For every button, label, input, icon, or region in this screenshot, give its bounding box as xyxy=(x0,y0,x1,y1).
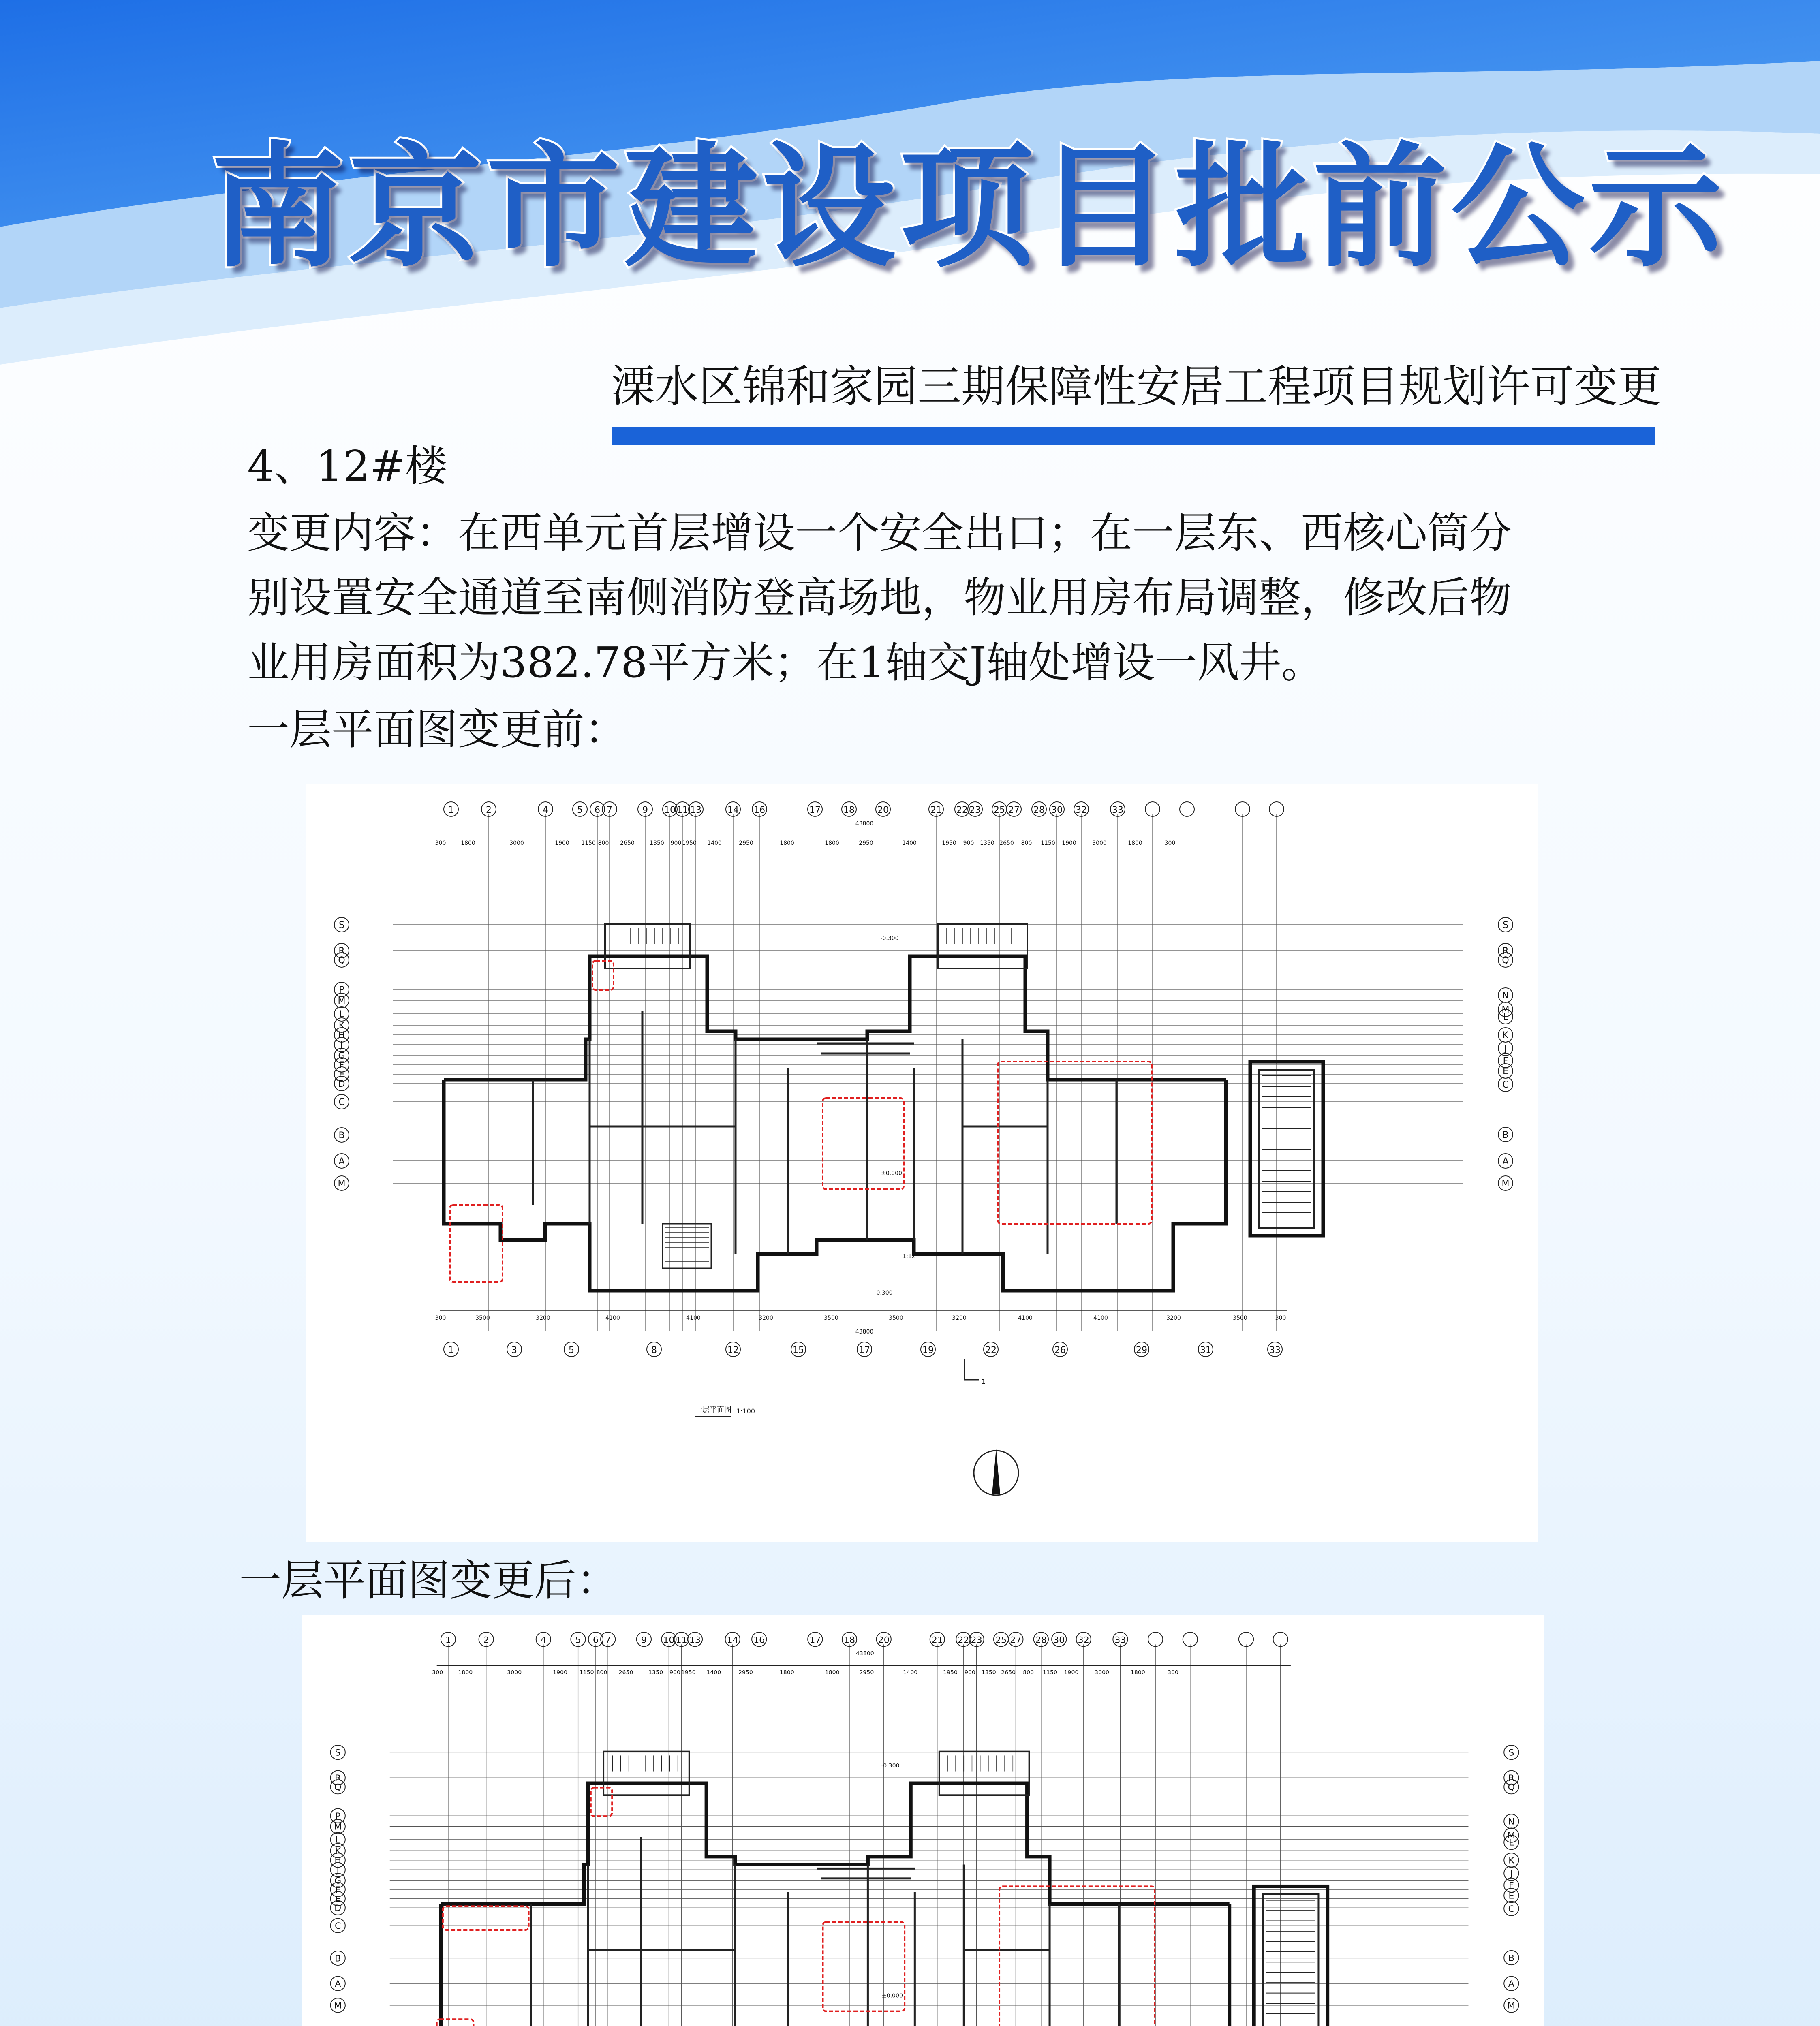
dimension-text-top: 800 xyxy=(596,1669,607,1676)
floor-plan-after xyxy=(302,1615,1544,2026)
axis-label-right: J xyxy=(1510,1869,1513,1879)
axis-label-left: F xyxy=(335,1885,341,1895)
axis-label-right: M xyxy=(1501,1005,1510,1015)
axis-bubble-top xyxy=(1183,1632,1198,1646)
axis-label-top: 32 xyxy=(1076,805,1087,815)
axis-label-top: 27 xyxy=(1010,1635,1022,1646)
dimension-text-top: 300 xyxy=(1164,840,1176,846)
dimension-text-bottom: 3500 xyxy=(889,1315,903,1321)
dimension-text-top: 300 xyxy=(432,1669,443,1676)
dimension-text-bottom: 3500 xyxy=(1233,1315,1247,1321)
ramp-label: 1:12 xyxy=(903,1253,915,1260)
axis-label-left: G xyxy=(338,1051,345,1061)
axis-label-top: 17 xyxy=(809,1635,821,1646)
axis-label-top: 33 xyxy=(1112,805,1123,815)
dimension-text-bottom: 3200 xyxy=(536,1315,550,1321)
axis-label-right: A xyxy=(1502,1156,1509,1167)
axis-label-left: R xyxy=(338,946,345,956)
axis-label-bottom: 26 xyxy=(1054,1345,1066,1355)
dimension-text-top: 1150 xyxy=(581,840,596,846)
total-dimension-bottom: 43800 xyxy=(855,1329,874,1335)
axis-label-left: A xyxy=(335,1979,341,1989)
level-negative-label: -0.300 xyxy=(881,1762,900,1769)
axis-label-top: 25 xyxy=(995,1635,1007,1646)
axis-label-right: M xyxy=(1507,1831,1515,1841)
axis-label-bottom: 15 xyxy=(793,1345,804,1355)
dimension-text-top: 1950 xyxy=(942,840,956,846)
dimension-text-top: 1350 xyxy=(980,840,994,846)
axis-label-top: 22 xyxy=(956,805,968,815)
axis-label-top: 5 xyxy=(577,805,583,815)
dimension-text-top: 3000 xyxy=(509,840,524,846)
dimension-text-top: 800 xyxy=(1023,1669,1034,1676)
plan-drawing xyxy=(334,802,1513,1495)
before-label: 一层平面图变更前： xyxy=(247,705,627,754)
axis-label-right: A xyxy=(1508,1979,1514,1989)
axis-label-top: 16 xyxy=(753,1635,765,1646)
axis-label-left: E xyxy=(335,1894,341,1904)
plan-scale: 1:100 xyxy=(736,1407,755,1415)
dimension-text-bottom: 3500 xyxy=(824,1315,838,1321)
axis-label-top: 10 xyxy=(663,1635,675,1646)
axis-label-top: 33 xyxy=(1114,1635,1126,1646)
axis-label-top: 28 xyxy=(1035,1635,1047,1646)
dimension-text-top: 1800 xyxy=(779,1669,794,1676)
axis-label-bottom: 33 xyxy=(1269,1345,1281,1355)
dimension-text-top: 3000 xyxy=(1092,840,1107,846)
dimension-text-top: 2650 xyxy=(620,840,635,846)
axis-label-left: M xyxy=(334,2001,342,2011)
axis-label-left: D xyxy=(338,1079,345,1089)
dimension-text-top: 800 xyxy=(598,840,609,846)
axis-label-top: 30 xyxy=(1051,805,1063,815)
dimension-text-top: 1350 xyxy=(650,840,664,846)
axis-label-top: 7 xyxy=(607,805,612,815)
dimension-text-top: 1350 xyxy=(981,1669,996,1676)
description-line-3: 业用房面积为382.78平方米；在1轴交J轴处增设一风井。 xyxy=(247,638,1324,687)
dimension-text-top: 900 xyxy=(669,1669,680,1676)
axis-label-left: H xyxy=(334,1855,342,1866)
total-dimension-top: 43800 xyxy=(855,1650,874,1657)
axis-bubble-top xyxy=(1269,802,1284,816)
axis-label-top: 21 xyxy=(931,1635,943,1646)
description-line-1: 变更内容：在西单元首层增设一个安全出口；在一层东、西核心筒分 xyxy=(247,508,1512,558)
axis-label-left: Q xyxy=(338,955,345,966)
axis-label-bottom: 17 xyxy=(859,1345,870,1355)
axis-label-top: 2 xyxy=(483,1635,489,1646)
axis-label-bottom: 1 xyxy=(448,1345,454,1355)
revision-cloud xyxy=(998,1062,1152,1224)
plan-caption: 一层平面图 xyxy=(695,1406,731,1414)
axis-label-bottom: 12 xyxy=(727,1345,739,1355)
building-label: 4、12#楼 xyxy=(247,441,447,491)
dimension-text-bottom: 3200 xyxy=(952,1315,967,1321)
axis-label-right: S xyxy=(1508,1748,1514,1758)
axis-label-bottom: 5 xyxy=(569,1345,574,1355)
dimension-text-top: 1150 xyxy=(1041,840,1055,846)
dimension-text-top: 2950 xyxy=(859,840,873,846)
dimension-text-top: 1900 xyxy=(555,840,569,846)
axis-label-right: M xyxy=(1507,2001,1515,2011)
axis-label-bottom: 22 xyxy=(985,1345,997,1355)
level-zero-label: ±0.000 xyxy=(881,1170,902,1177)
level-negative-label: -0.300 xyxy=(880,935,899,942)
axis-label-top: 27 xyxy=(1008,805,1020,815)
dimension-text-bottom: 4100 xyxy=(1093,1315,1108,1321)
axis-label-right: S xyxy=(1503,920,1508,930)
axis-label-left: H xyxy=(338,1030,345,1041)
axis-label-right: F xyxy=(1503,1056,1508,1066)
stair-core-west xyxy=(603,1752,689,1795)
axis-label-left: G xyxy=(334,1876,342,1886)
axis-label-right: E xyxy=(1508,1891,1514,1901)
axis-label-top: 20 xyxy=(877,805,889,815)
dimension-text-top: 2650 xyxy=(618,1669,633,1676)
dimension-text-bottom: 300 xyxy=(435,1315,446,1321)
axis-label-left: B xyxy=(335,1953,341,1964)
axis-label-top: 18 xyxy=(843,1635,855,1646)
axis-label-top: 30 xyxy=(1053,1635,1065,1646)
axis-label-top: 9 xyxy=(641,1635,647,1646)
axis-label-left: M xyxy=(334,1822,342,1832)
axis-label-top: 11 xyxy=(677,805,688,815)
axis-label-left: M xyxy=(338,996,346,1006)
revision-cloud xyxy=(999,1886,1155,2026)
axis-label-top: 1 xyxy=(445,1635,451,1646)
stair-enclosure-east xyxy=(1254,1886,1327,2026)
axis-label-right: N xyxy=(1508,1817,1515,1827)
axis-label-top: 32 xyxy=(1078,1635,1089,1646)
axis-label-right: Q xyxy=(1502,955,1509,966)
axis-label-right: C xyxy=(1502,1080,1509,1090)
subtitle-underline xyxy=(612,427,1655,445)
revision-cloud xyxy=(443,1906,529,1930)
axis-label-left: K xyxy=(335,1846,341,1857)
dimension-text-top: 2650 xyxy=(999,840,1014,846)
axis-label-left: R xyxy=(335,1773,341,1783)
axis-label-right: K xyxy=(1502,1030,1509,1041)
axis-label-right: M xyxy=(1501,1179,1510,1189)
axis-label-top: 4 xyxy=(543,805,548,815)
axis-label-top: 2 xyxy=(486,805,492,815)
level-negative-label: -0.300 xyxy=(874,1290,893,1296)
axis-label-top: 22 xyxy=(958,1635,969,1646)
dimension-text-top: 2950 xyxy=(739,840,753,846)
axis-label-right: C xyxy=(1508,1904,1515,1914)
revision-cloud xyxy=(592,961,614,990)
dimension-text-top: 1800 xyxy=(825,840,839,846)
dimension-text-top: 2950 xyxy=(738,1669,753,1676)
axis-label-right: L xyxy=(1503,1012,1508,1022)
axis-label-top: 10 xyxy=(664,805,676,815)
axis-label-top: 11 xyxy=(676,1635,687,1646)
axis-label-left: J xyxy=(336,1865,339,1875)
section-mark-label: 1 xyxy=(981,1378,986,1385)
dimension-text-top: 1400 xyxy=(902,840,917,846)
dimension-text-top: 1150 xyxy=(579,1669,594,1676)
axis-label-left: J xyxy=(340,1040,343,1050)
axis-label-right: R xyxy=(1502,946,1509,956)
dimension-text-top: 1400 xyxy=(707,840,722,846)
level-zero-label: ±0.000 xyxy=(881,1992,903,1999)
revision-cloud xyxy=(450,1205,503,1282)
dimension-text-top: 1900 xyxy=(1064,1669,1079,1676)
axis-label-right: N xyxy=(1502,991,1509,1001)
dimension-text-bottom: 4100 xyxy=(1018,1315,1033,1321)
dimension-text-top: 900 xyxy=(670,840,682,846)
dimension-text-top: 1800 xyxy=(1130,1669,1145,1676)
description-line-2: 别设置安全通道至南侧消防登高场地，物业用房布局调整，修改后物 xyxy=(247,573,1512,622)
exterior-wall-north xyxy=(444,956,1226,1080)
dimension-text-top: 2950 xyxy=(859,1669,874,1676)
exterior-wall-south xyxy=(444,1080,1226,1291)
axis-label-top: 13 xyxy=(690,805,701,815)
after-label: 一层平面图变更后： xyxy=(239,1556,619,1605)
stair-enclosure-east xyxy=(1250,1062,1323,1236)
axis-label-right: L xyxy=(1509,1838,1514,1848)
axis-label-left: K xyxy=(338,1021,345,1031)
axis-label-top: 16 xyxy=(754,805,765,815)
floor-plan-before xyxy=(306,784,1538,1542)
axis-label-top: 14 xyxy=(727,805,739,815)
axis-label-top: 28 xyxy=(1033,805,1045,815)
dimension-text-top: 900 xyxy=(964,1669,975,1676)
dimension-text-top: 1400 xyxy=(903,1669,918,1676)
axis-label-left: E xyxy=(339,1070,344,1080)
revision-cloud xyxy=(591,1788,612,1816)
project-subtitle: 溧水区锦和家园三期保障性安居工程项目规划许可变更 xyxy=(611,361,1662,412)
dimension-text-top: 300 xyxy=(1168,1669,1178,1676)
axis-label-bottom: 29 xyxy=(1136,1345,1147,1355)
dimension-text-top: 2650 xyxy=(1001,1669,1016,1676)
axis-label-top: 25 xyxy=(994,805,1005,815)
axis-bubble-top xyxy=(1180,802,1194,816)
axis-label-left: P xyxy=(335,1811,341,1821)
dimension-text-top: 1800 xyxy=(1128,840,1142,846)
dimension-text-bottom: 300 xyxy=(1275,1315,1286,1321)
exterior-wall-north xyxy=(441,1783,1230,1904)
axis-bubble-top xyxy=(1273,1632,1288,1646)
axis-bubble-top xyxy=(1235,802,1250,816)
axis-label-top: 20 xyxy=(878,1635,890,1646)
plan-drawing xyxy=(331,1632,1519,2026)
axis-label-bottom: 31 xyxy=(1200,1345,1211,1355)
axis-bubble-top xyxy=(1148,1632,1163,1646)
axis-label-left: Q xyxy=(334,1782,342,1793)
dimension-text-bottom: 4100 xyxy=(605,1315,620,1321)
dimension-text-bottom: 3200 xyxy=(1166,1315,1181,1321)
axis-label-left: F xyxy=(339,1060,344,1071)
axis-label-top: 7 xyxy=(605,1635,611,1646)
axis-label-right: Q xyxy=(1508,1782,1515,1793)
axis-label-top: 5 xyxy=(575,1635,581,1646)
axis-label-top: 1 xyxy=(448,805,454,815)
axis-label-bottom: 19 xyxy=(922,1345,934,1355)
axis-label-top: 6 xyxy=(592,1635,599,1646)
axis-bubble-top xyxy=(1145,802,1160,816)
axis-label-top: 21 xyxy=(930,805,942,815)
dimension-text-bottom: 4100 xyxy=(686,1315,701,1321)
axis-label-right: R xyxy=(1508,1773,1515,1783)
north-arrow xyxy=(992,1449,1000,1494)
axis-label-left: M xyxy=(338,1179,346,1189)
axis-label-top: 13 xyxy=(689,1635,701,1646)
axis-label-bottom: 8 xyxy=(651,1345,657,1355)
axis-label-left: S xyxy=(339,920,344,930)
axis-label-top: 23 xyxy=(969,805,981,815)
dimension-text-bottom: 3200 xyxy=(759,1315,773,1321)
axis-label-top: 4 xyxy=(540,1635,546,1646)
axis-label-bottom: 3 xyxy=(511,1345,517,1355)
dimension-text-top: 300 xyxy=(435,840,446,846)
axis-label-right: B xyxy=(1502,1130,1509,1140)
stair-inner-east xyxy=(1259,1070,1314,1228)
axis-label-left: A xyxy=(338,1156,345,1167)
axis-label-left: P xyxy=(339,985,344,995)
dimension-text-top: 1800 xyxy=(825,1669,840,1676)
dimension-text-top: 1800 xyxy=(458,1669,473,1676)
axis-label-top: 9 xyxy=(642,805,648,815)
dimension-text-top: 1900 xyxy=(1062,840,1076,846)
dimension-text-top: 1950 xyxy=(943,1669,958,1676)
dimension-text-top: 1400 xyxy=(706,1669,721,1676)
axis-label-top: 23 xyxy=(971,1635,982,1646)
axis-label-top: 6 xyxy=(595,805,600,815)
stair-inner-east xyxy=(1263,1894,1318,2026)
dimension-text-top: 800 xyxy=(1021,840,1032,846)
axis-label-right: F xyxy=(1508,1881,1514,1891)
axis-label-left: D xyxy=(334,1903,342,1913)
dimension-text-top: 3000 xyxy=(1095,1669,1110,1676)
axis-label-left: L xyxy=(339,1009,344,1019)
axis-label-left: C xyxy=(334,1921,341,1931)
axis-label-right: J xyxy=(1504,1044,1507,1054)
dimension-text-bottom: 3500 xyxy=(475,1315,490,1321)
total-dimension-top: 43800 xyxy=(855,821,874,827)
section-marker xyxy=(965,1359,979,1380)
dimension-text-top: 1800 xyxy=(780,840,794,846)
axis-label-top: 14 xyxy=(727,1635,738,1646)
dimension-text-top: 1950 xyxy=(682,840,697,846)
axis-label-left: C xyxy=(338,1097,345,1107)
dimension-text-top: 1950 xyxy=(681,1669,696,1676)
page-title: 南京市建设项目批前公示 xyxy=(211,128,1726,285)
axis-label-left: S xyxy=(335,1748,341,1758)
axis-label-right: K xyxy=(1508,1855,1514,1866)
axis-bubble-top xyxy=(1239,1632,1253,1646)
axis-label-right: E xyxy=(1503,1066,1508,1077)
stair-core-west xyxy=(605,924,690,968)
axis-label-top: 17 xyxy=(809,805,821,815)
dimension-text-top: 900 xyxy=(963,840,974,846)
axis-label-left: B xyxy=(338,1131,345,1141)
axis-label-right: B xyxy=(1508,1953,1514,1964)
dimension-text-top: 1800 xyxy=(461,840,475,846)
dimension-text-top: 3000 xyxy=(507,1669,522,1676)
dimension-text-top: 1900 xyxy=(553,1669,568,1676)
dimension-text-top: 1350 xyxy=(648,1669,663,1676)
axis-label-top: 18 xyxy=(843,805,855,815)
dimension-text-top: 1150 xyxy=(1043,1669,1057,1676)
axis-label-left: L xyxy=(335,1835,340,1845)
